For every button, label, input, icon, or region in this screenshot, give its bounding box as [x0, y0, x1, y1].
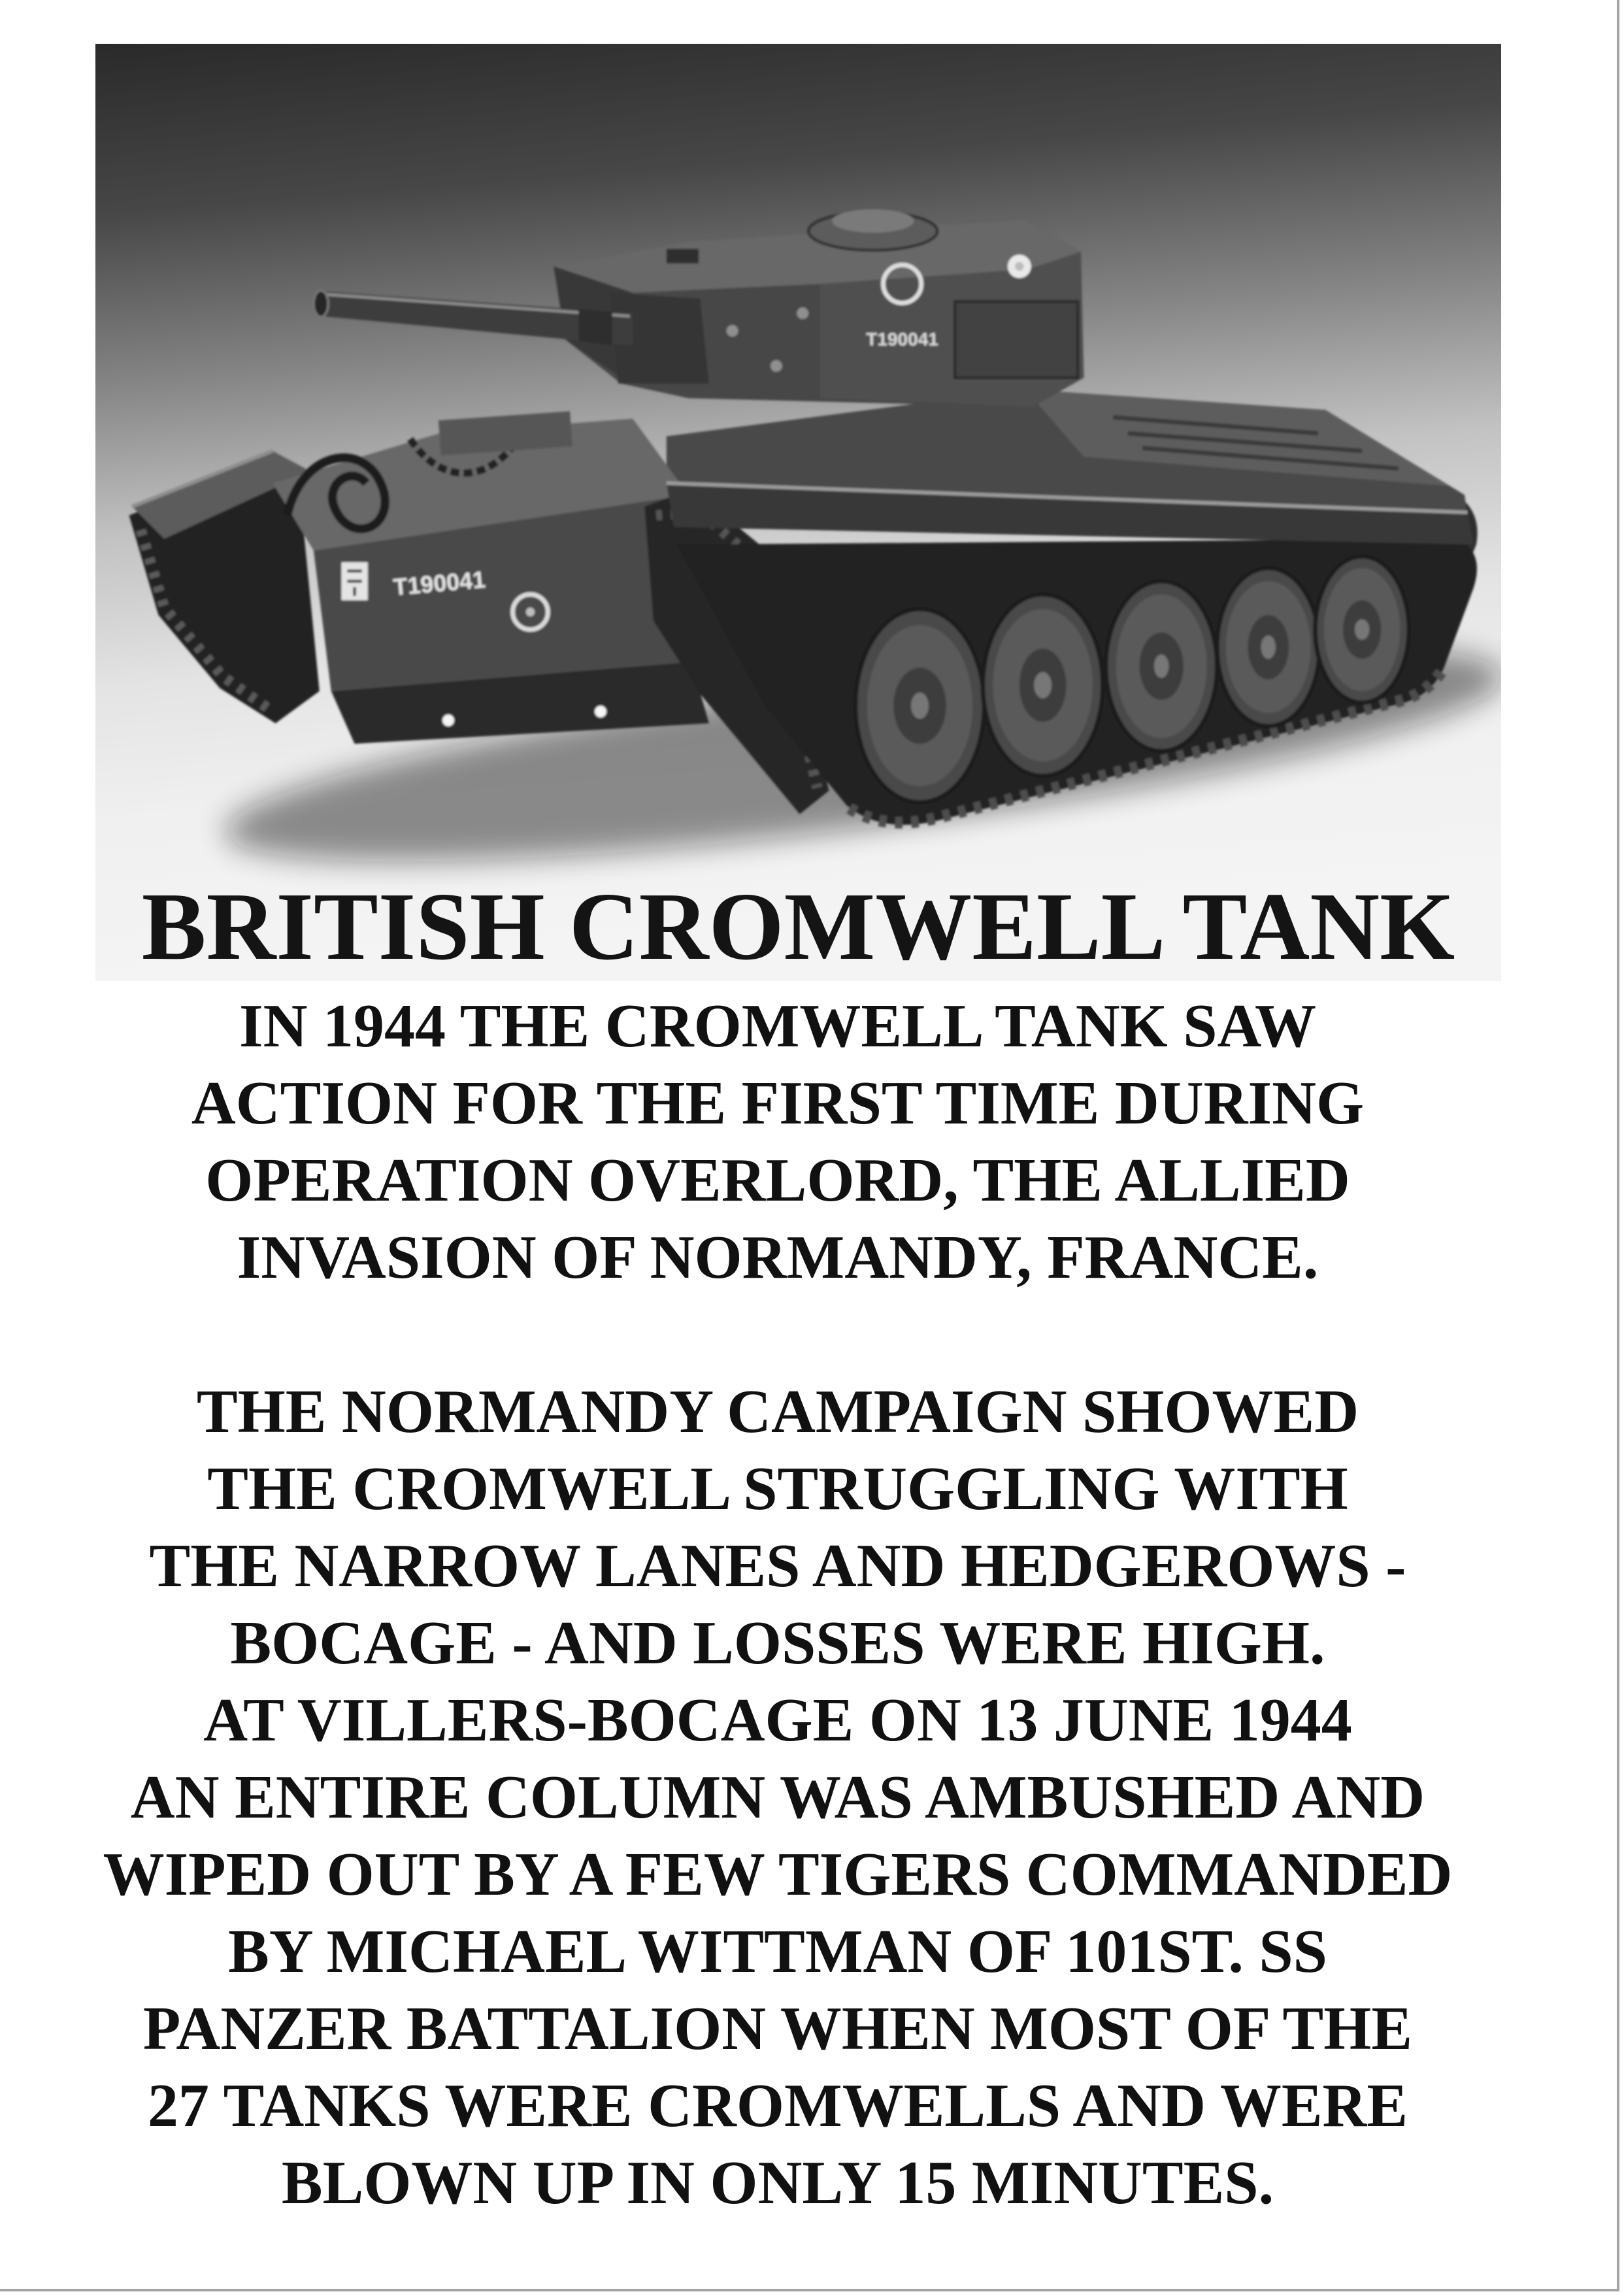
gun-muzzle	[314, 291, 328, 317]
paragraph	[39, 988, 1516, 1296]
body-text	[39, 988, 1516, 2221]
body-line: BOCAGE - AND LOSSES WERE HIGH.	[230, 1609, 1325, 1677]
body-line: OPERATION OVERLORD, THE ALLIED	[205, 1146, 1350, 1214]
page-title: BRITISH CROMWELL TANK	[141, 873, 1455, 980]
hull-marking: T190041	[392, 566, 487, 601]
turret-rivet	[797, 307, 808, 319]
road-wheel	[1315, 556, 1408, 703]
body-line: THE NARROW LANES AND HEDGEROWS -	[149, 1532, 1406, 1600]
turret-rivet	[727, 325, 738, 337]
body-line: BLOWN UP IN ONLY 15 MINUTES.	[281, 2149, 1274, 2217]
body-line: THE CROMWELL STRUGGLING WITH	[207, 1455, 1348, 1523]
turret-lamp-center	[1015, 262, 1023, 271]
paragraph	[39, 1373, 1516, 2221]
vision-block	[667, 249, 699, 263]
body-line: IN 1944 THE CROMWELL TANK SAW	[239, 992, 1316, 1060]
turret-rivet	[771, 360, 782, 372]
turret-marking: T190041	[866, 329, 938, 350]
wheel-center	[911, 693, 929, 719]
turret-stowage-bin	[955, 301, 1078, 378]
body-line: AT VILLERS-BOCAGE ON 13 JUNE 1944	[203, 1686, 1352, 1754]
body-line: AN ENTIRE COLUMN WAS AMBUSHED AND	[130, 1763, 1425, 1831]
body-line: PANZER BATTALION WHEN MOST OF THE	[142, 1995, 1413, 2063]
hull-roundel-center	[526, 608, 535, 616]
headlight-left	[442, 714, 454, 726]
gun-collar	[578, 309, 612, 346]
wheel-center	[1355, 620, 1369, 640]
wheel-center	[1154, 654, 1168, 678]
body-line: ACTION FOR THE FIRST TIME DURING	[191, 1069, 1365, 1137]
road-wheel	[983, 594, 1103, 776]
body-line: THE NORMANDY CAMPAIGN SHOWED	[196, 1378, 1359, 1446]
wheel-center	[1034, 672, 1052, 698]
body-line: 27 TANKS WERE CROMWELLS AND WERE	[147, 2072, 1408, 2140]
body-line: BY MICHAEL WITTMAN OF 101ST. SS	[228, 1918, 1327, 1986]
body-line: INVASION OF NORMANDY, FRANCE.	[237, 1223, 1319, 1291]
road-wheel	[1217, 568, 1319, 726]
body-line: WIPED OUT BY A FEW TIGERS COMMANDED	[103, 1840, 1453, 1908]
tank-photo-image	[95, 44, 1501, 981]
tank-photo	[95, 44, 1501, 981]
road-wheel	[1106, 581, 1217, 751]
cupola-hatch	[832, 209, 914, 233]
headlight-right	[595, 706, 606, 718]
road-wheel	[855, 609, 984, 803]
wheel-center	[1261, 635, 1276, 659]
